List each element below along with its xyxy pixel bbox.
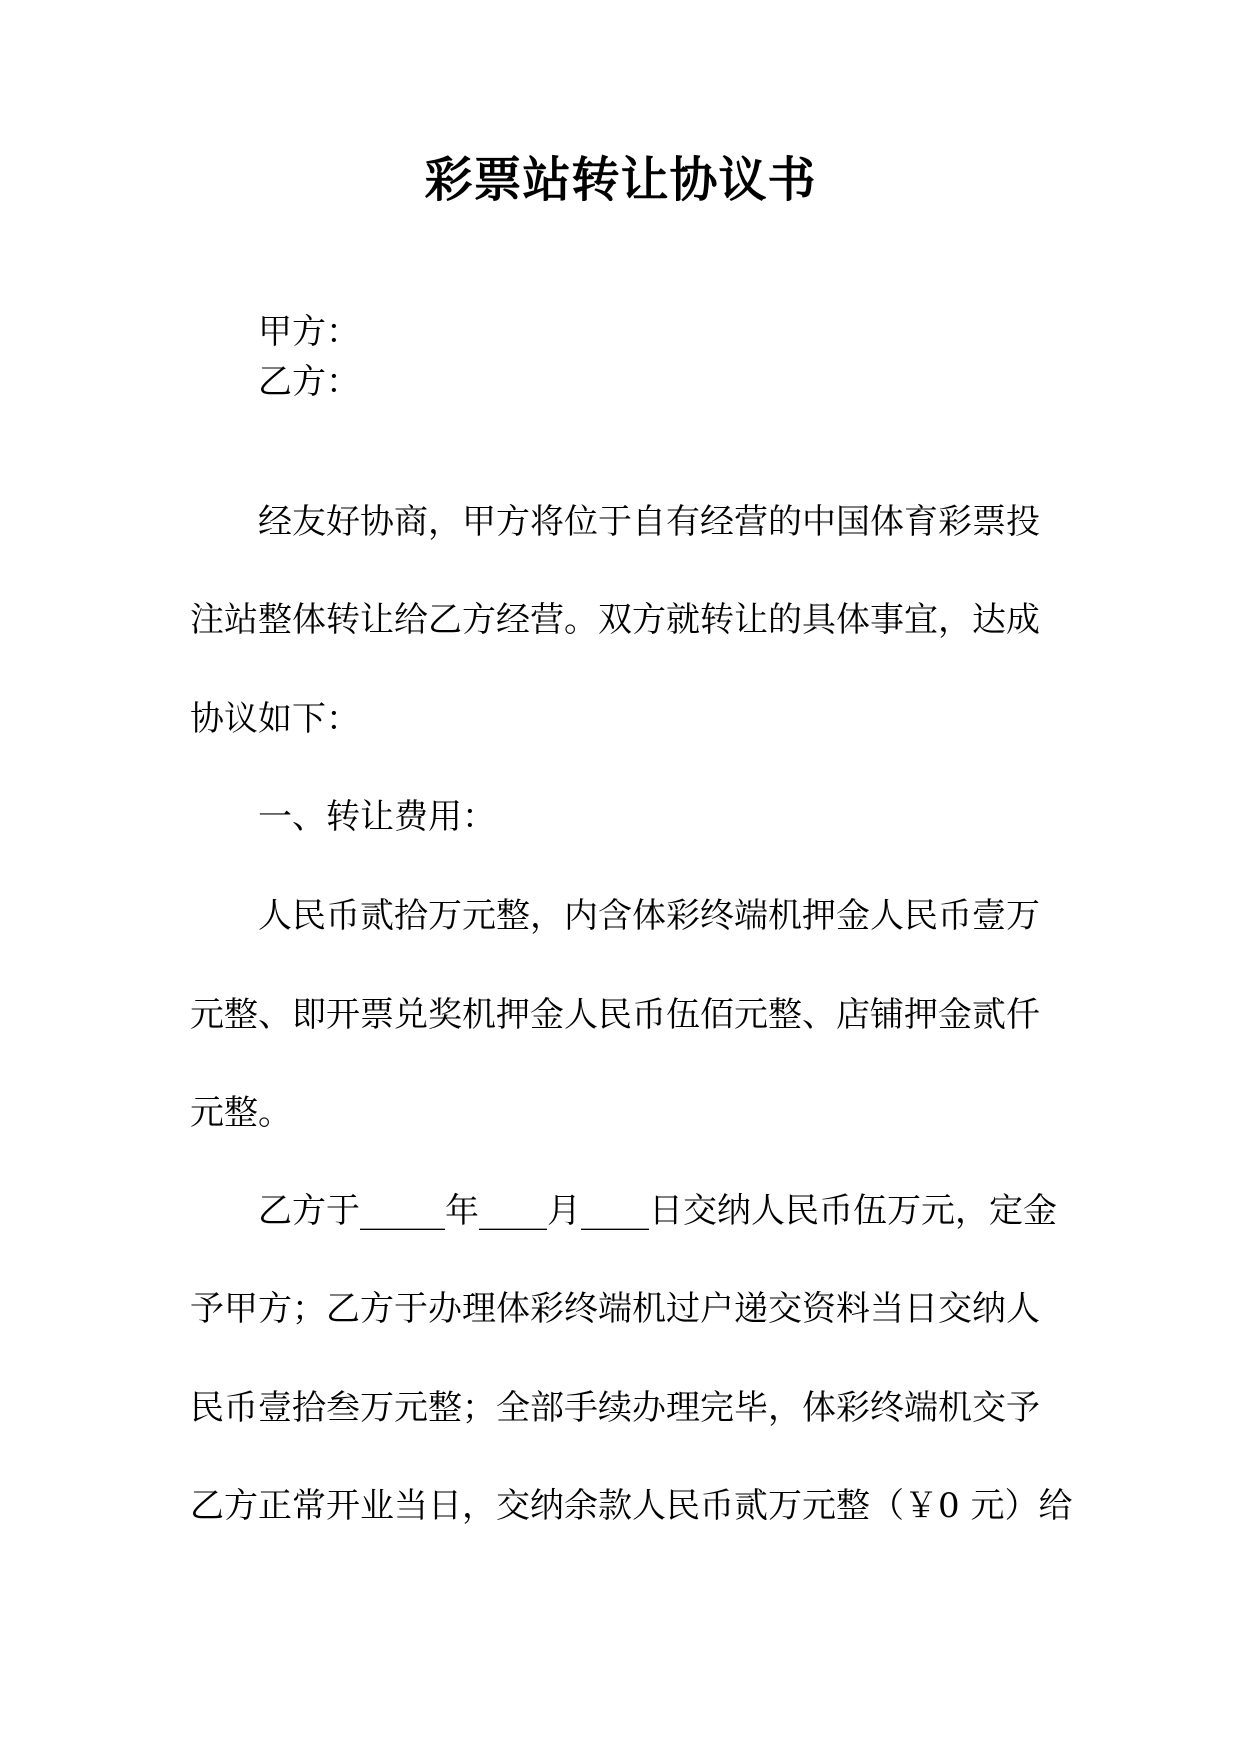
paragraph-line: 乙方正常开业当日，交纳余款人民币贰万元整（￥0 元）给 [190, 1486, 1073, 1526]
party-b-line: 乙方： [258, 362, 360, 402]
paragraph-line: 乙方于_____年____月____日交纳人民币伍万元，定金 [258, 1191, 1057, 1231]
paragraph-line: 民币壹拾叁万元整；全部手续办理完毕，体彩终端机交予 [190, 1388, 1040, 1428]
party-a-line: 甲方： [258, 312, 360, 352]
section-heading: 一、转让费用： [258, 797, 496, 837]
paragraph-line: 注站整体转让给乙方经营。双方就转让的具体事宜，达成 [190, 600, 1040, 640]
paragraph-line: 元整。 [190, 1093, 292, 1133]
paragraph-line: 予甲方；乙方于办理体彩终端机过户递交资料当日交纳人 [190, 1289, 1040, 1329]
paragraph-line: 协议如下： [190, 699, 360, 739]
document-title: 彩票站转让协议书 [424, 152, 817, 208]
paragraph-line: 经友好协商，甲方将位于自有经营的中国体育彩票投 [258, 502, 1040, 542]
paragraph-line: 元整、即开票兑奖机押金人民币伍佰元整、店铺押金贰仟 [190, 995, 1040, 1035]
paragraph-line: 人民币贰拾万元整，内含体彩终端机押金人民币壹万 [258, 896, 1040, 936]
